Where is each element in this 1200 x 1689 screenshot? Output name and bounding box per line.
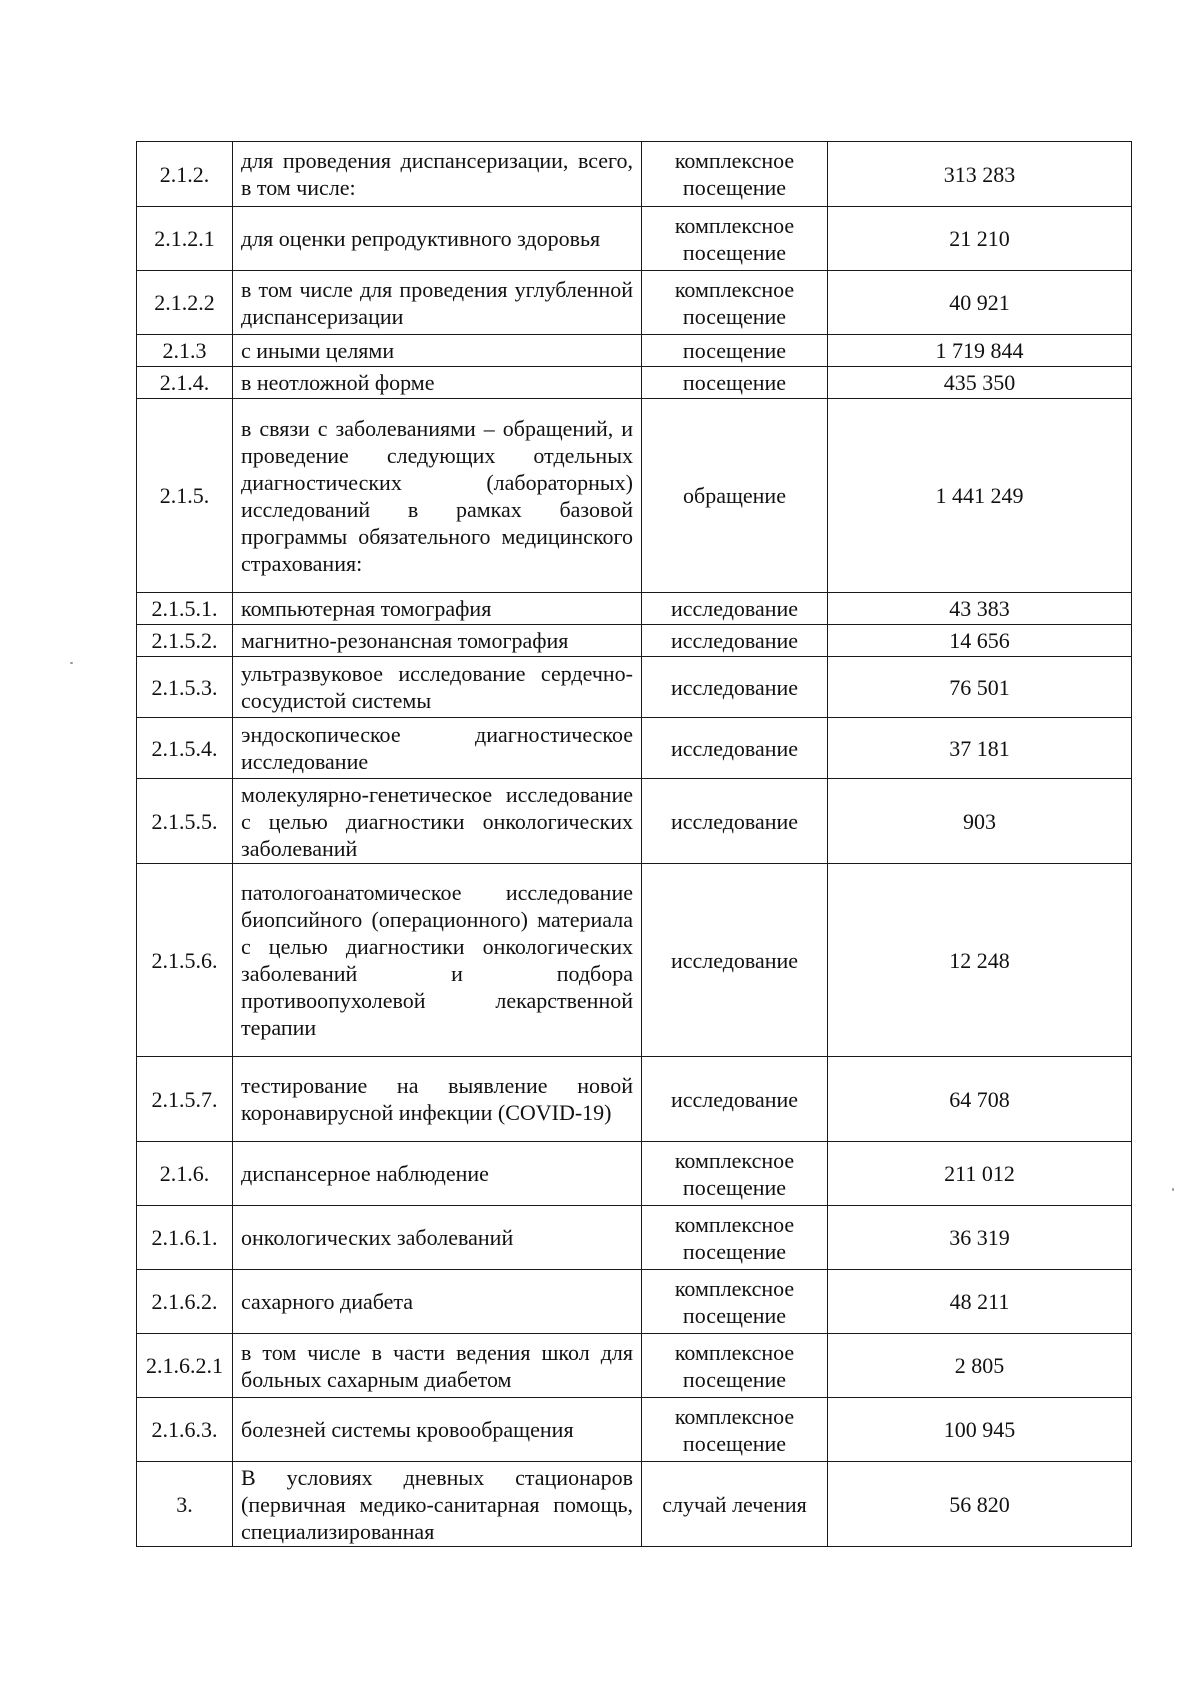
row-number: 2.1.6.	[137, 1142, 233, 1206]
table-row	[137, 593, 1132, 625]
table-row	[137, 1057, 1132, 1142]
row-description: болезней системы кровообращения	[233, 1398, 642, 1462]
row-value: 12 248	[828, 864, 1132, 1057]
row-unit: комплексное посещение	[642, 1270, 828, 1334]
table-row	[137, 779, 1132, 864]
row-number: 2.1.6.2.1	[137, 1334, 233, 1398]
row-number: 2.1.5.1.	[137, 593, 233, 625]
row-value: 43 383	[828, 593, 1132, 625]
row-unit: комплексное посещение	[642, 207, 828, 271]
table-row	[137, 864, 1132, 1057]
row-number: 2.1.3	[137, 335, 233, 367]
row-unit: посещение	[642, 335, 828, 367]
table-row	[137, 335, 1132, 367]
row-description: ультразвуковое исследование сердечно-сосудистой системы	[233, 657, 642, 718]
table-row	[137, 142, 1132, 207]
table-row	[137, 1398, 1132, 1462]
row-description: В условиях дневных стационаров (первичная медико-санитарная помощь, специализированная	[233, 1462, 642, 1547]
row-value: 76 501	[828, 657, 1132, 718]
table-row	[137, 1270, 1132, 1334]
row-unit: комплексное посещение	[642, 1142, 828, 1206]
row-description: в связи с заболеваниями – обращений, и проведение следующих отдельных диагностических (лабораторных) исследований в рамках базовой программы обязательного медицинского страхования:	[233, 399, 642, 593]
row-unit: исследование	[642, 657, 828, 718]
row-value: 313 283	[828, 142, 1132, 207]
row-value: 14 656	[828, 625, 1132, 657]
row-number: 2.1.5.4.	[137, 718, 233, 779]
row-unit: комплексное посещение	[642, 1398, 828, 1462]
row-number: 2.1.6.2.	[137, 1270, 233, 1334]
row-description: в неотложной форме	[233, 367, 642, 399]
row-value: 40 921	[828, 271, 1132, 335]
row-unit: комплексное посещение	[642, 1206, 828, 1270]
row-value: 21 210	[828, 207, 1132, 271]
row-unit: исследование	[642, 593, 828, 625]
row-unit: обращение	[642, 399, 828, 593]
row-value: 903	[828, 779, 1132, 864]
row-number: 2.1.5.7.	[137, 1057, 233, 1142]
row-unit: случай лечения	[642, 1462, 828, 1547]
row-unit: комплексное посещение	[642, 142, 828, 207]
row-description: патологоанатомическое исследование биопсийного (операционного) материала с целью диагностики онкологических заболеваний и подбора противоопухолевой лекарственной терапии	[233, 864, 642, 1057]
row-number: 2.1.5.	[137, 399, 233, 593]
row-unit: исследование	[642, 1057, 828, 1142]
table-row	[137, 207, 1132, 271]
scan-speck	[70, 662, 73, 664]
table-row	[137, 1142, 1132, 1206]
row-number: 2.1.5.3.	[137, 657, 233, 718]
row-number: 2.1.5.2.	[137, 625, 233, 657]
row-value: 36 319	[828, 1206, 1132, 1270]
row-value: 2 805	[828, 1334, 1132, 1398]
services-volume-table	[136, 141, 1132, 1547]
row-description: молекулярно-генетическое исследование с целью диагностики онкологических заболеваний	[233, 779, 642, 864]
row-unit: посещение	[642, 367, 828, 399]
row-description: компьютерная томография	[233, 593, 642, 625]
row-value: 100 945	[828, 1398, 1132, 1462]
row-description: для оценки репродуктивного здоровья	[233, 207, 642, 271]
row-value: 435 350	[828, 367, 1132, 399]
table-row	[137, 271, 1132, 335]
row-number: 2.1.2.	[137, 142, 233, 207]
row-description: диспансерное наблюдение	[233, 1142, 642, 1206]
row-description: с иными целями	[233, 335, 642, 367]
row-description: эндоскопическое диагностическое исследование	[233, 718, 642, 779]
row-unit: комплексное посещение	[642, 1334, 828, 1398]
row-number: 3.	[137, 1462, 233, 1547]
row-description: тестирование на выявление новой коронавирусной инфекции (COVID-19)	[233, 1057, 642, 1142]
row-number: 2.1.2.1	[137, 207, 233, 271]
row-number: 2.1.5.6.	[137, 864, 233, 1057]
row-unit: исследование	[642, 625, 828, 657]
row-value: 1 719 844	[828, 335, 1132, 367]
row-value: 37 181	[828, 718, 1132, 779]
table-row	[137, 1206, 1132, 1270]
table-row	[137, 718, 1132, 779]
row-value: 48 211	[828, 1270, 1132, 1334]
table-row	[137, 1334, 1132, 1398]
table-row	[137, 399, 1132, 593]
row-value: 211 012	[828, 1142, 1132, 1206]
row-unit: исследование	[642, 718, 828, 779]
row-description: магнитно-резонансная томография	[233, 625, 642, 657]
table-row	[137, 625, 1132, 657]
table-row	[137, 1462, 1132, 1547]
table-row	[137, 657, 1132, 718]
scan-speck	[1172, 1188, 1174, 1191]
row-description: онкологических заболеваний	[233, 1206, 642, 1270]
row-value: 56 820	[828, 1462, 1132, 1547]
row-value: 1 441 249	[828, 399, 1132, 593]
table-row	[137, 367, 1132, 399]
row-number: 2.1.6.3.	[137, 1398, 233, 1462]
row-description: в том числе для проведения углубленной диспансеризации	[233, 271, 642, 335]
row-number: 2.1.4.	[137, 367, 233, 399]
row-description: сахарного диабета	[233, 1270, 642, 1334]
row-number: 2.1.2.2	[137, 271, 233, 335]
row-number: 2.1.5.5.	[137, 779, 233, 864]
row-description: для проведения диспансеризации, всего, в том числе:	[233, 142, 642, 207]
row-unit: исследование	[642, 779, 828, 864]
row-value: 64 708	[828, 1057, 1132, 1142]
row-unit: комплексное посещение	[642, 271, 828, 335]
row-number: 2.1.6.1.	[137, 1206, 233, 1270]
row-unit: исследование	[642, 864, 828, 1057]
row-description: в том числе в части ведения школ для больных сахарным диабетом	[233, 1334, 642, 1398]
